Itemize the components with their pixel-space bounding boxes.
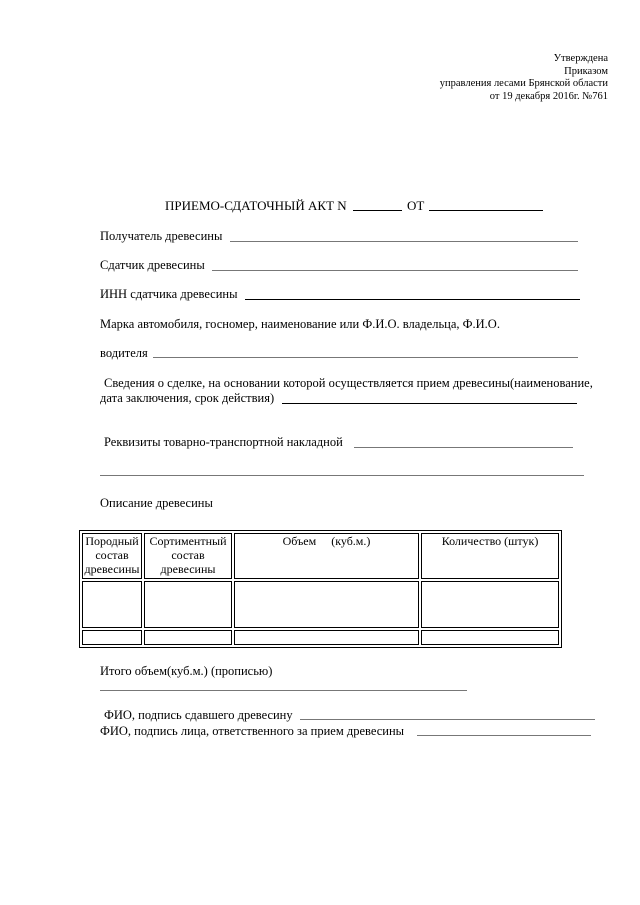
driver-blank[interactable] xyxy=(153,357,578,358)
act-number-blank[interactable] xyxy=(353,210,402,211)
waybill-label: Реквизиты товарно-транспортной накладной xyxy=(104,435,343,449)
approval-line-1: Утверждена xyxy=(553,53,608,64)
header-quantity-text: Количество (штук) xyxy=(441,534,539,548)
title-from-label: ОТ xyxy=(407,198,425,213)
header-species-text: Породный состав древесины xyxy=(84,534,140,576)
recipient-blank[interactable] xyxy=(230,241,578,242)
header-assortment-text: Сортиментный состав древесины xyxy=(149,534,227,576)
cell-assortment[interactable] xyxy=(144,581,232,628)
deal-label-line-1: Сведения о сделке, на основании которой осуществляется прием древесины(наименование, xyxy=(104,376,593,390)
supplier-blank[interactable] xyxy=(212,270,578,271)
supplier-signature-blank[interactable] xyxy=(300,719,595,720)
cell-species[interactable] xyxy=(82,630,142,645)
recipient-label: Получатель древесины xyxy=(100,229,223,243)
approval-line-4: от 19 декабря 2016г. №761 xyxy=(489,90,608,102)
header-volume-text: Объем (куб.м.) xyxy=(282,534,371,548)
approval-stamp xyxy=(440,53,608,103)
description-heading: Описание древесины xyxy=(100,496,213,510)
header-assortment xyxy=(144,533,232,579)
supplier-signature-label: ФИО, подпись сдавшего древесину xyxy=(104,708,293,722)
total-volume-label: Итого объем(куб.м.) (прописью) xyxy=(100,664,273,678)
approval-line-2: Приказом xyxy=(564,65,608,77)
total-volume-blank[interactable] xyxy=(100,690,467,691)
header-volume xyxy=(234,533,419,579)
cell-quantity[interactable] xyxy=(421,581,559,628)
supplier-label: Сдатчик древесины xyxy=(100,258,205,272)
approval-line-3: управления лесами Брянской области xyxy=(439,78,608,89)
waybill-blank-continued[interactable] xyxy=(100,475,584,476)
waybill-blank[interactable] xyxy=(354,447,573,448)
driver-label: водителя xyxy=(100,346,148,360)
cell-assortment[interactable] xyxy=(144,630,232,645)
receiver-signature-blank[interactable] xyxy=(417,735,591,736)
document-title-text: ПРИЕМО-СДАТОЧНЫЙ АКТ N xyxy=(165,198,347,213)
deal-label-line-2: дата заключения, срок действия) xyxy=(100,391,275,405)
inn-blank[interactable] xyxy=(245,299,580,300)
header-species xyxy=(82,533,142,579)
cell-species[interactable] xyxy=(82,581,142,628)
cell-quantity[interactable] xyxy=(421,630,559,645)
document-title xyxy=(165,198,347,214)
act-date-blank[interactable] xyxy=(429,210,543,211)
header-quantity xyxy=(421,533,559,579)
table-row xyxy=(82,581,559,628)
deal-blank[interactable] xyxy=(282,403,577,404)
cell-volume[interactable] xyxy=(234,581,419,628)
wood-description-table xyxy=(79,530,562,648)
inn-label: ИНН сдатчика древесины xyxy=(100,287,238,301)
vehicle-label: Марка автомобиля, госномер, наименование или Ф.И.О. владельца, Ф.И.О. xyxy=(100,317,500,331)
receiver-signature-label: ФИО, подпись лица, ответственного за прием древесины xyxy=(100,724,405,738)
cell-volume[interactable] xyxy=(234,630,419,645)
table-header-row xyxy=(82,533,559,579)
table-row xyxy=(82,630,559,645)
